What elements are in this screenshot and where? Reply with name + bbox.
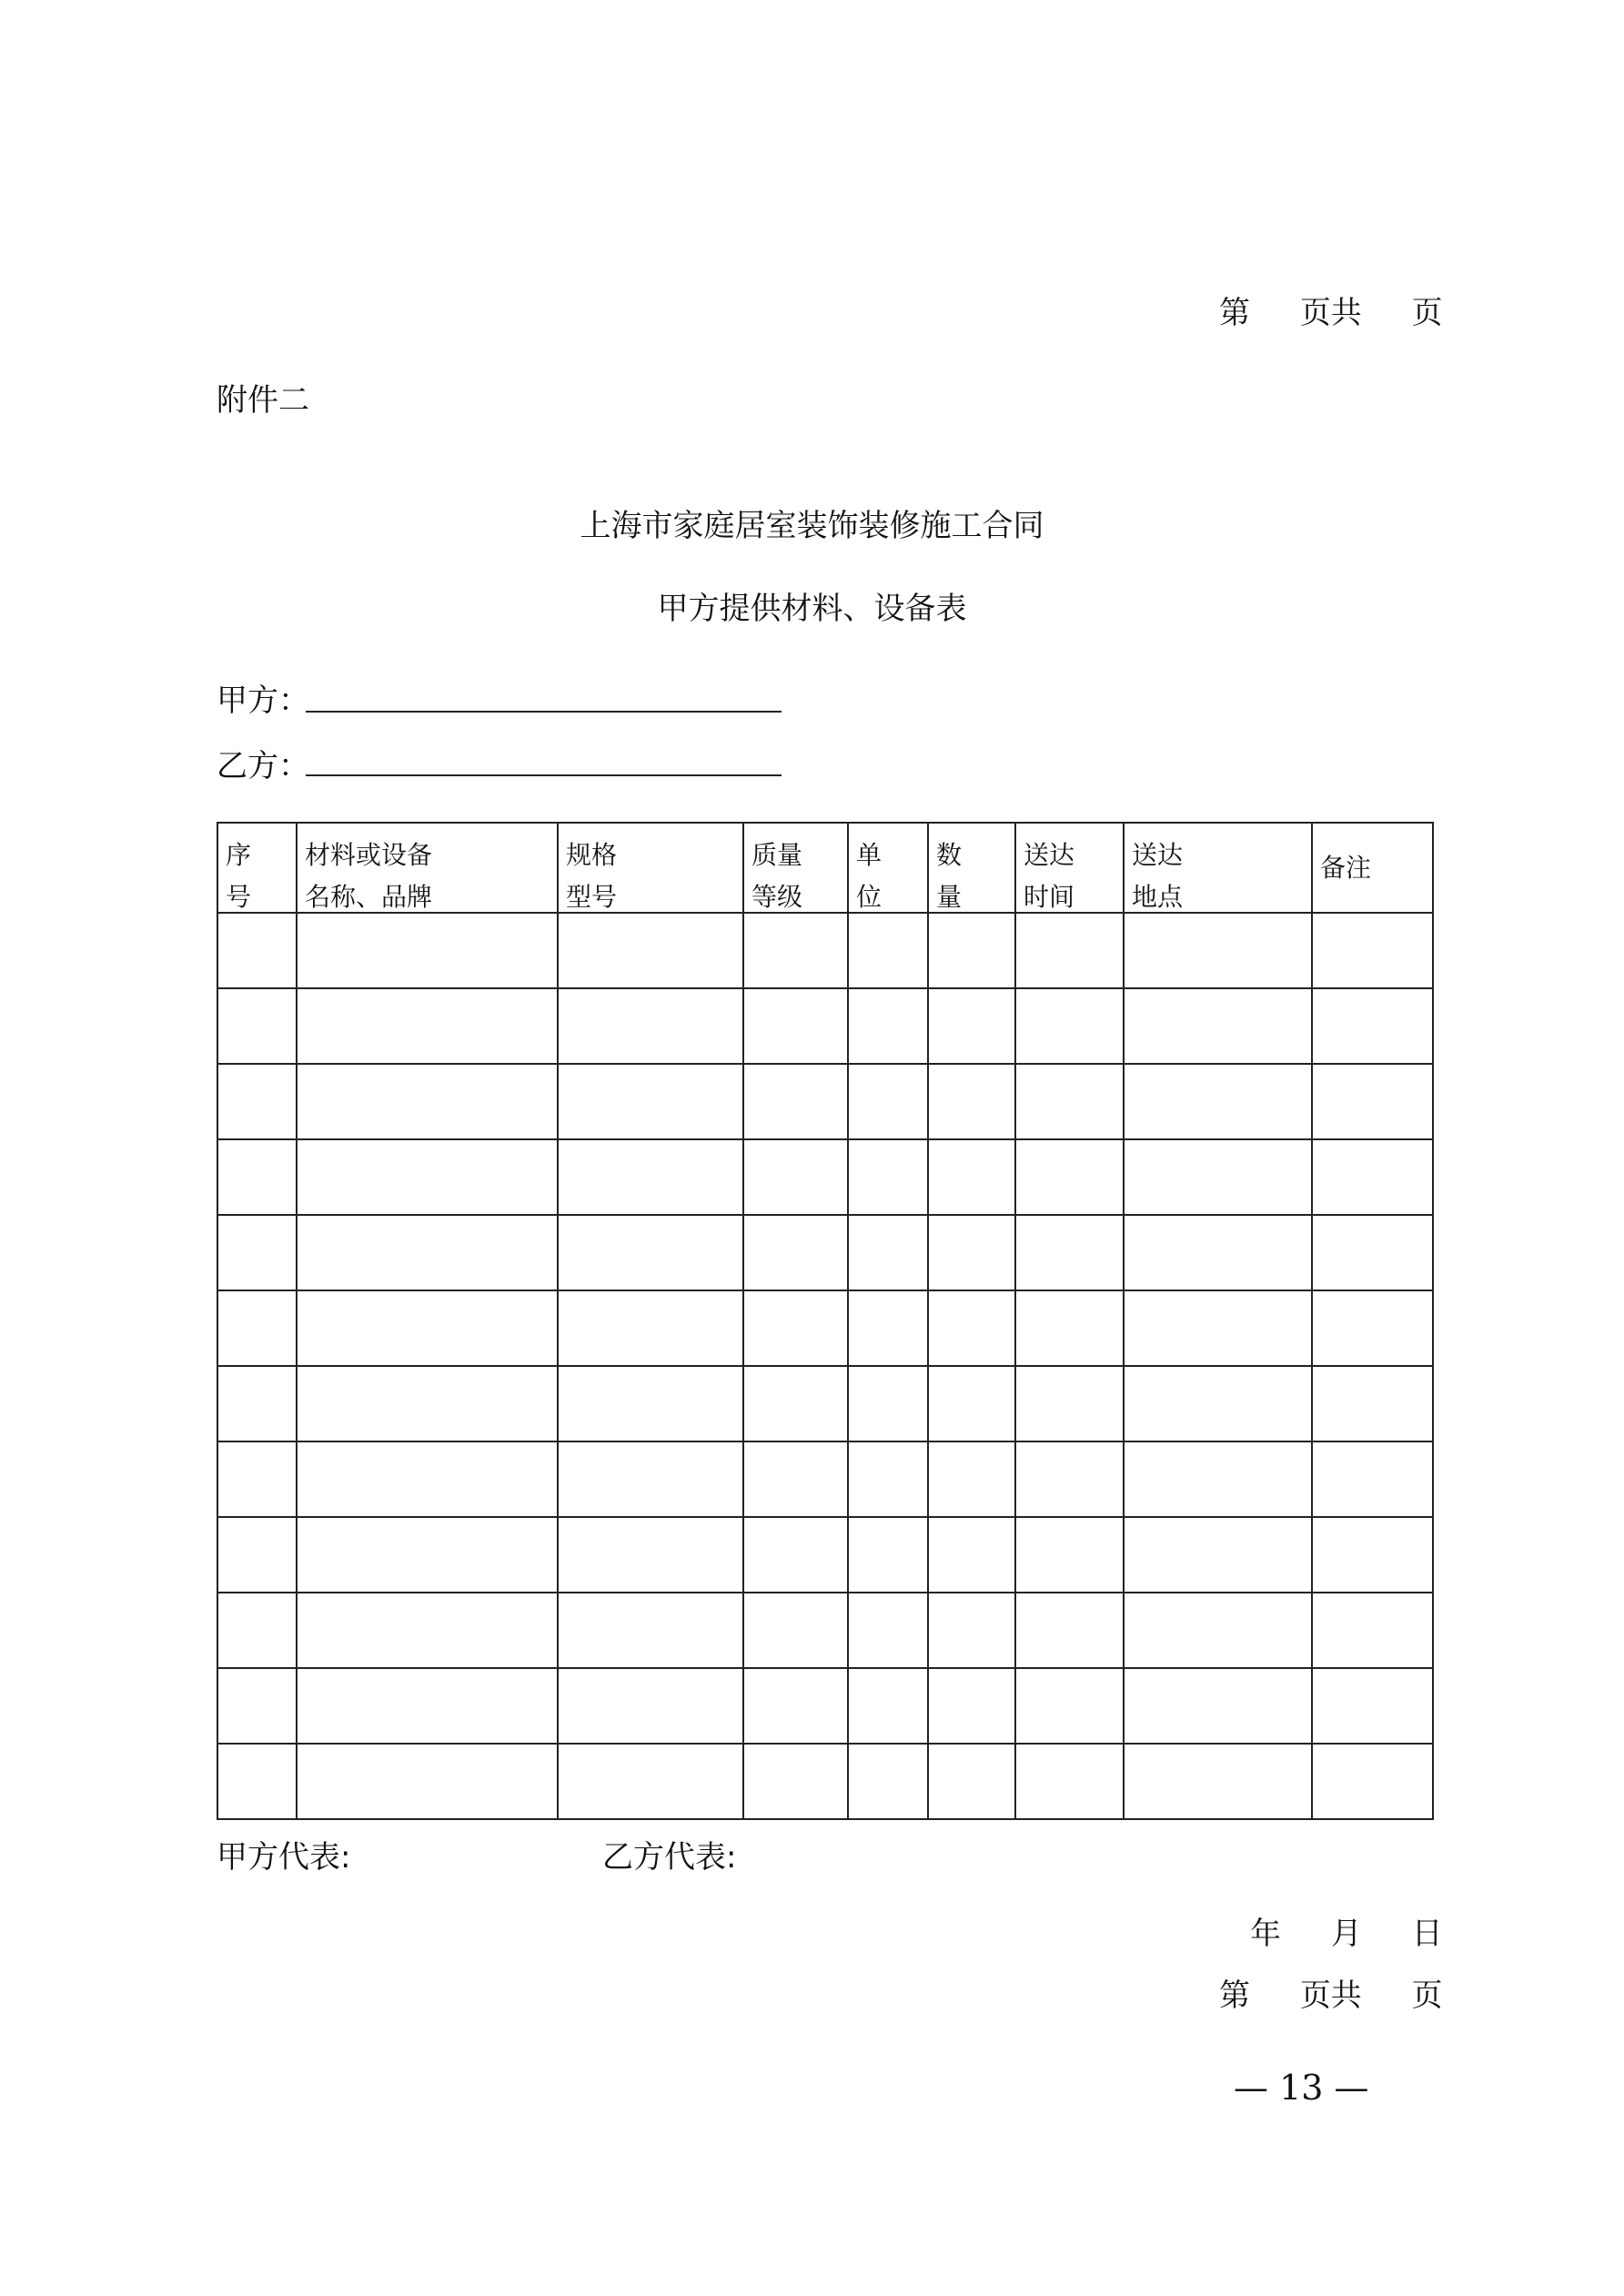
table-cell[interactable] <box>848 913 928 988</box>
table-cell[interactable] <box>1015 1215 1124 1290</box>
table-cell[interactable] <box>1312 1441 1433 1517</box>
table-cell[interactable] <box>217 1215 297 1290</box>
header-unit-line2: 位 <box>856 881 883 912</box>
table-cell[interactable] <box>743 1064 848 1139</box>
header-place-line1: 送达 <box>1132 839 1184 870</box>
table-cell[interactable] <box>297 1744 558 1819</box>
table-cell[interactable] <box>558 1366 743 1441</box>
table-cell[interactable] <box>743 1517 848 1593</box>
table-cell[interactable] <box>558 1139 743 1215</box>
table-cell[interactable] <box>848 1441 928 1517</box>
table-cell[interactable] <box>1124 1366 1312 1441</box>
date-day: 日 <box>1411 1916 1443 1952</box>
table-cell[interactable] <box>297 1366 558 1441</box>
table-cell[interactable] <box>558 1517 743 1593</box>
table-cell[interactable] <box>297 1517 558 1593</box>
table-row <box>217 1215 1433 1290</box>
table-cell[interactable] <box>297 1441 558 1517</box>
footer-page-suffix: 页 <box>1411 1977 1443 2014</box>
table-cell[interactable] <box>217 1366 297 1441</box>
table-cell[interactable] <box>848 1593 928 1668</box>
table-cell[interactable] <box>928 1139 1015 1215</box>
header-quantity-line2: 量 <box>936 881 963 912</box>
table-row <box>217 913 1433 988</box>
footer-page-mid: 页共 <box>1299 1977 1362 2014</box>
table-cell[interactable] <box>928 1593 1015 1668</box>
table-cell[interactable] <box>743 988 848 1064</box>
table-cell[interactable] <box>217 1139 297 1215</box>
table-cell[interactable] <box>848 1744 928 1819</box>
header-spec-line1: 规格 <box>566 839 618 870</box>
table-cell[interactable] <box>743 1366 848 1441</box>
table-cell[interactable] <box>217 1517 297 1593</box>
table-cell[interactable] <box>558 1593 743 1668</box>
table-cell[interactable] <box>848 1064 928 1139</box>
document-subtitle: 甲方提供材料、设备表 <box>657 591 967 627</box>
page-number: — 13 — <box>1234 2068 1369 2108</box>
table-row <box>217 1366 1433 1441</box>
header-name-line1: 材料或设备 <box>305 839 433 870</box>
table-cell[interactable] <box>928 1441 1015 1517</box>
table-cell[interactable] <box>928 1517 1015 1593</box>
header-name-line2: 名称、品牌 <box>305 881 433 912</box>
header-quality-grade <box>743 823 848 913</box>
table-cell[interactable] <box>558 913 743 988</box>
party-a-label: 甲方： <box>217 683 309 719</box>
page-prefix: 第 <box>1219 295 1250 331</box>
header-delivery-place <box>1124 823 1312 913</box>
header-seq-line1: 序 <box>226 839 252 870</box>
bottom-page-counter <box>1219 1970 1443 2015</box>
header-seq-line2: 号 <box>226 881 252 912</box>
table-cell[interactable] <box>297 1290 558 1366</box>
table-cell[interactable] <box>217 913 297 988</box>
header-spec-line2: 型号 <box>566 881 618 912</box>
table-cell[interactable] <box>1015 1139 1124 1215</box>
table-cell[interactable] <box>217 1744 297 1819</box>
table-row <box>217 1290 1433 1366</box>
table-cell[interactable] <box>217 1668 297 1744</box>
table-cell[interactable] <box>848 1139 928 1215</box>
table-row <box>217 1668 1433 1744</box>
table-cell[interactable] <box>743 1441 848 1517</box>
header-place-line2: 地点 <box>1132 881 1184 912</box>
header-quality-line2: 等级 <box>751 881 803 912</box>
table-cell[interactable] <box>743 913 848 988</box>
party-a-representative: 甲方代表: <box>217 1839 351 1876</box>
table-cell[interactable] <box>1124 1215 1312 1290</box>
header-quantity-line1: 数 <box>936 839 963 870</box>
table-cell[interactable] <box>1124 988 1312 1064</box>
table-cell[interactable] <box>1015 1366 1124 1441</box>
table-cell[interactable] <box>743 1668 848 1744</box>
table-cell[interactable] <box>1015 1668 1124 1744</box>
table-cell[interactable] <box>1015 988 1124 1064</box>
table-cell[interactable] <box>558 988 743 1064</box>
table-cell[interactable] <box>1015 913 1124 988</box>
table-cell[interactable] <box>558 1290 743 1366</box>
table-cell[interactable] <box>1124 1139 1312 1215</box>
header-time-line1: 送达 <box>1024 839 1075 870</box>
table-cell[interactable] <box>928 913 1015 988</box>
date-year: 年 <box>1250 1916 1281 1952</box>
table-cell[interactable] <box>1015 1517 1124 1593</box>
page-suffix: 页 <box>1411 295 1443 331</box>
table-cell[interactable] <box>743 1593 848 1668</box>
table-cell[interactable] <box>297 1668 558 1744</box>
table-cell[interactable] <box>558 1744 743 1819</box>
header-remarks <box>1312 823 1433 913</box>
table-cell[interactable] <box>848 1366 928 1441</box>
table-row <box>217 988 1433 1064</box>
table-cell[interactable] <box>1124 1517 1312 1593</box>
table-cell[interactable] <box>297 1593 558 1668</box>
table-cell[interactable] <box>1015 1593 1124 1668</box>
header-quantity <box>928 823 1015 913</box>
table-cell[interactable] <box>1312 1139 1433 1215</box>
table-cell[interactable] <box>558 1215 743 1290</box>
table-cell[interactable] <box>558 1064 743 1139</box>
table-cell[interactable] <box>217 988 297 1064</box>
attachment-label: 附件二 <box>217 382 309 419</box>
table-cell[interactable] <box>743 1290 848 1366</box>
materials-equipment-table <box>217 822 1434 1820</box>
table-cell[interactable] <box>1124 1064 1312 1139</box>
table-cell[interactable] <box>297 1139 558 1215</box>
table-cell[interactable] <box>743 1215 848 1290</box>
table-cell[interactable] <box>297 1064 558 1139</box>
table-cell[interactable] <box>743 1139 848 1215</box>
top-page-counter <box>1219 288 1443 332</box>
table-cell[interactable] <box>217 1441 297 1517</box>
table-cell[interactable] <box>1312 1366 1433 1441</box>
table-cell[interactable] <box>558 1441 743 1517</box>
table-cell[interactable] <box>297 913 558 988</box>
table-cell[interactable] <box>1312 1517 1433 1593</box>
table-cell[interactable] <box>558 1668 743 1744</box>
table-cell[interactable] <box>848 1215 928 1290</box>
date-line <box>1250 1908 1443 1953</box>
document-title: 上海市家庭居室装饰装修施工合同 <box>580 508 1044 544</box>
header-time-line2: 时间 <box>1024 881 1075 912</box>
table-cell[interactable] <box>1124 913 1312 988</box>
table-cell[interactable] <box>928 988 1015 1064</box>
page-mid: 页共 <box>1299 295 1362 331</box>
header-spec-model <box>558 823 743 913</box>
table-cell[interactable] <box>1312 913 1433 988</box>
header-name-brand <box>297 823 558 913</box>
table-body <box>217 913 1433 1819</box>
table-cell[interactable] <box>1312 988 1433 1064</box>
table-row <box>217 1139 1433 1215</box>
table-cell[interactable] <box>928 1064 1015 1139</box>
table-row <box>217 1064 1433 1139</box>
party-b-field[interactable] <box>306 774 782 776</box>
table-cell[interactable] <box>1124 1593 1312 1668</box>
table-cell[interactable] <box>1124 1290 1312 1366</box>
table-cell[interactable] <box>1015 1290 1124 1366</box>
table-cell[interactable] <box>217 1290 297 1366</box>
table-cell[interactable] <box>1312 1744 1433 1819</box>
table-cell[interactable] <box>848 988 928 1064</box>
table-cell[interactable] <box>928 1668 1015 1744</box>
table-cell[interactable] <box>217 1064 297 1139</box>
header-unit-line1: 单 <box>856 839 883 870</box>
header-quality-line1: 质量 <box>751 839 803 870</box>
party-b-label: 乙方： <box>217 748 309 784</box>
table-cell[interactable] <box>297 1215 558 1290</box>
table-cell[interactable] <box>1312 1290 1433 1366</box>
table-cell[interactable] <box>217 1593 297 1668</box>
table-cell[interactable] <box>848 1290 928 1366</box>
table-cell[interactable] <box>297 988 558 1064</box>
header-seq <box>217 823 297 913</box>
table-cell[interactable] <box>928 1744 1015 1819</box>
party-a-field[interactable] <box>306 711 782 713</box>
table-row <box>217 1517 1433 1593</box>
table-cell[interactable] <box>1312 1593 1433 1668</box>
header-delivery-time <box>1015 823 1124 913</box>
table-cell[interactable] <box>1015 1064 1124 1139</box>
table-cell[interactable] <box>1312 1064 1433 1139</box>
table-cell[interactable] <box>1124 1441 1312 1517</box>
table-header-row <box>217 823 1433 913</box>
party-b-representative: 乙方代表: <box>602 1839 737 1876</box>
table-cell[interactable] <box>1312 1215 1433 1290</box>
table-cell[interactable] <box>848 1517 928 1593</box>
table-row <box>217 1593 1433 1668</box>
table-cell[interactable] <box>928 1215 1015 1290</box>
table-cell[interactable] <box>928 1290 1015 1366</box>
table-cell[interactable] <box>743 1744 848 1819</box>
table-cell[interactable] <box>1015 1441 1124 1517</box>
table-cell[interactable] <box>848 1668 928 1744</box>
date-month: 月 <box>1330 1916 1362 1952</box>
table-row <box>217 1441 1433 1517</box>
header-unit <box>848 823 928 913</box>
table-cell[interactable] <box>1312 1668 1433 1744</box>
table-cell[interactable] <box>1015 1744 1124 1819</box>
header-remarks-label: 备注 <box>1320 852 1372 883</box>
table-cell[interactable] <box>1124 1744 1312 1819</box>
table-cell[interactable] <box>1124 1668 1312 1744</box>
table-row <box>217 1744 1433 1819</box>
table-cell[interactable] <box>928 1366 1015 1441</box>
footer-page-prefix: 第 <box>1219 1977 1250 2014</box>
